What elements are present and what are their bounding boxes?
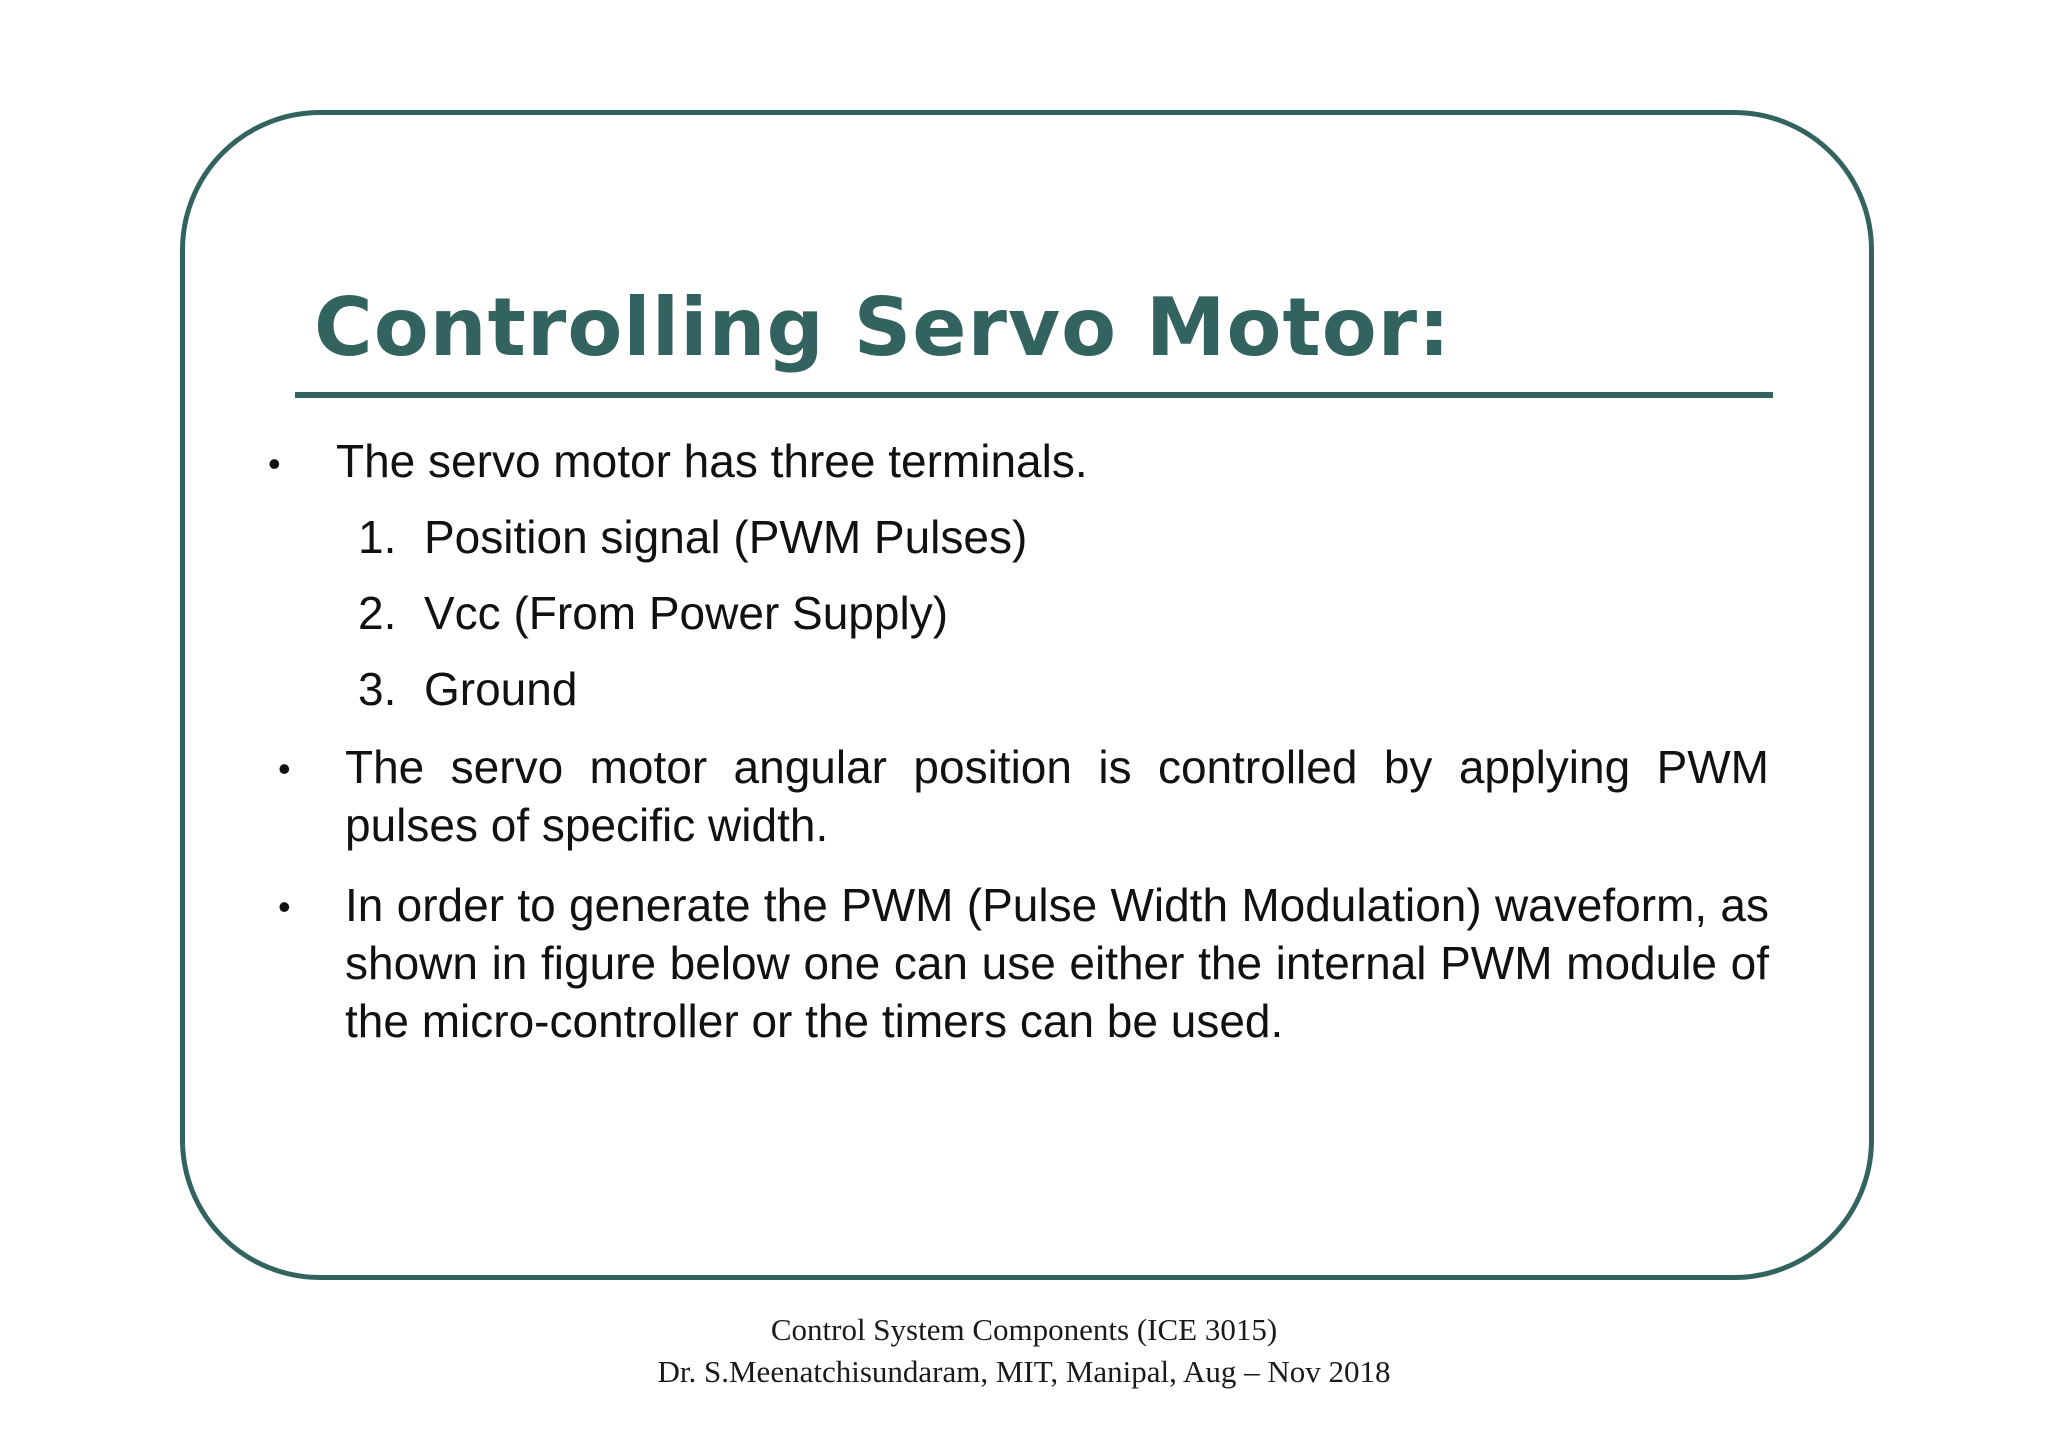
title-underline [295, 392, 1773, 398]
bullet-3-text: In order to generate the PWM (Pulse Width Modulation) waveform, as shown in figure below one can use either the internal PWM module of the micro-controller or the timers can be used. [345, 879, 1769, 1047]
item-text: Ground [424, 663, 578, 715]
footer-course: Control System Components (ICE 3015) [770, 1312, 1278, 1347]
slide-title: Controlling Servo Motor: [314, 281, 1452, 374]
item-text: Vcc (From Power Supply) [424, 587, 949, 639]
item-text: Position signal (PWM Pulses) [424, 511, 1028, 563]
item-number: 1. [358, 511, 397, 563]
bullet-2-text: The servo motor angular position is controlled by applying PWM pulses of specific width. [345, 741, 1769, 851]
bullet-icon: • [268, 443, 281, 484]
bullet-icon: • [278, 748, 291, 789]
bullet-1-text: The servo motor has three terminals. [336, 435, 1088, 487]
item-number: 3. [358, 663, 397, 715]
bullet-icon: • [278, 886, 291, 927]
footer-author: Dr. S.Meenatchisundaram, MIT, Manipal, Aug – Nov 2018 [657, 1354, 1391, 1389]
item-number: 2. [358, 587, 397, 639]
